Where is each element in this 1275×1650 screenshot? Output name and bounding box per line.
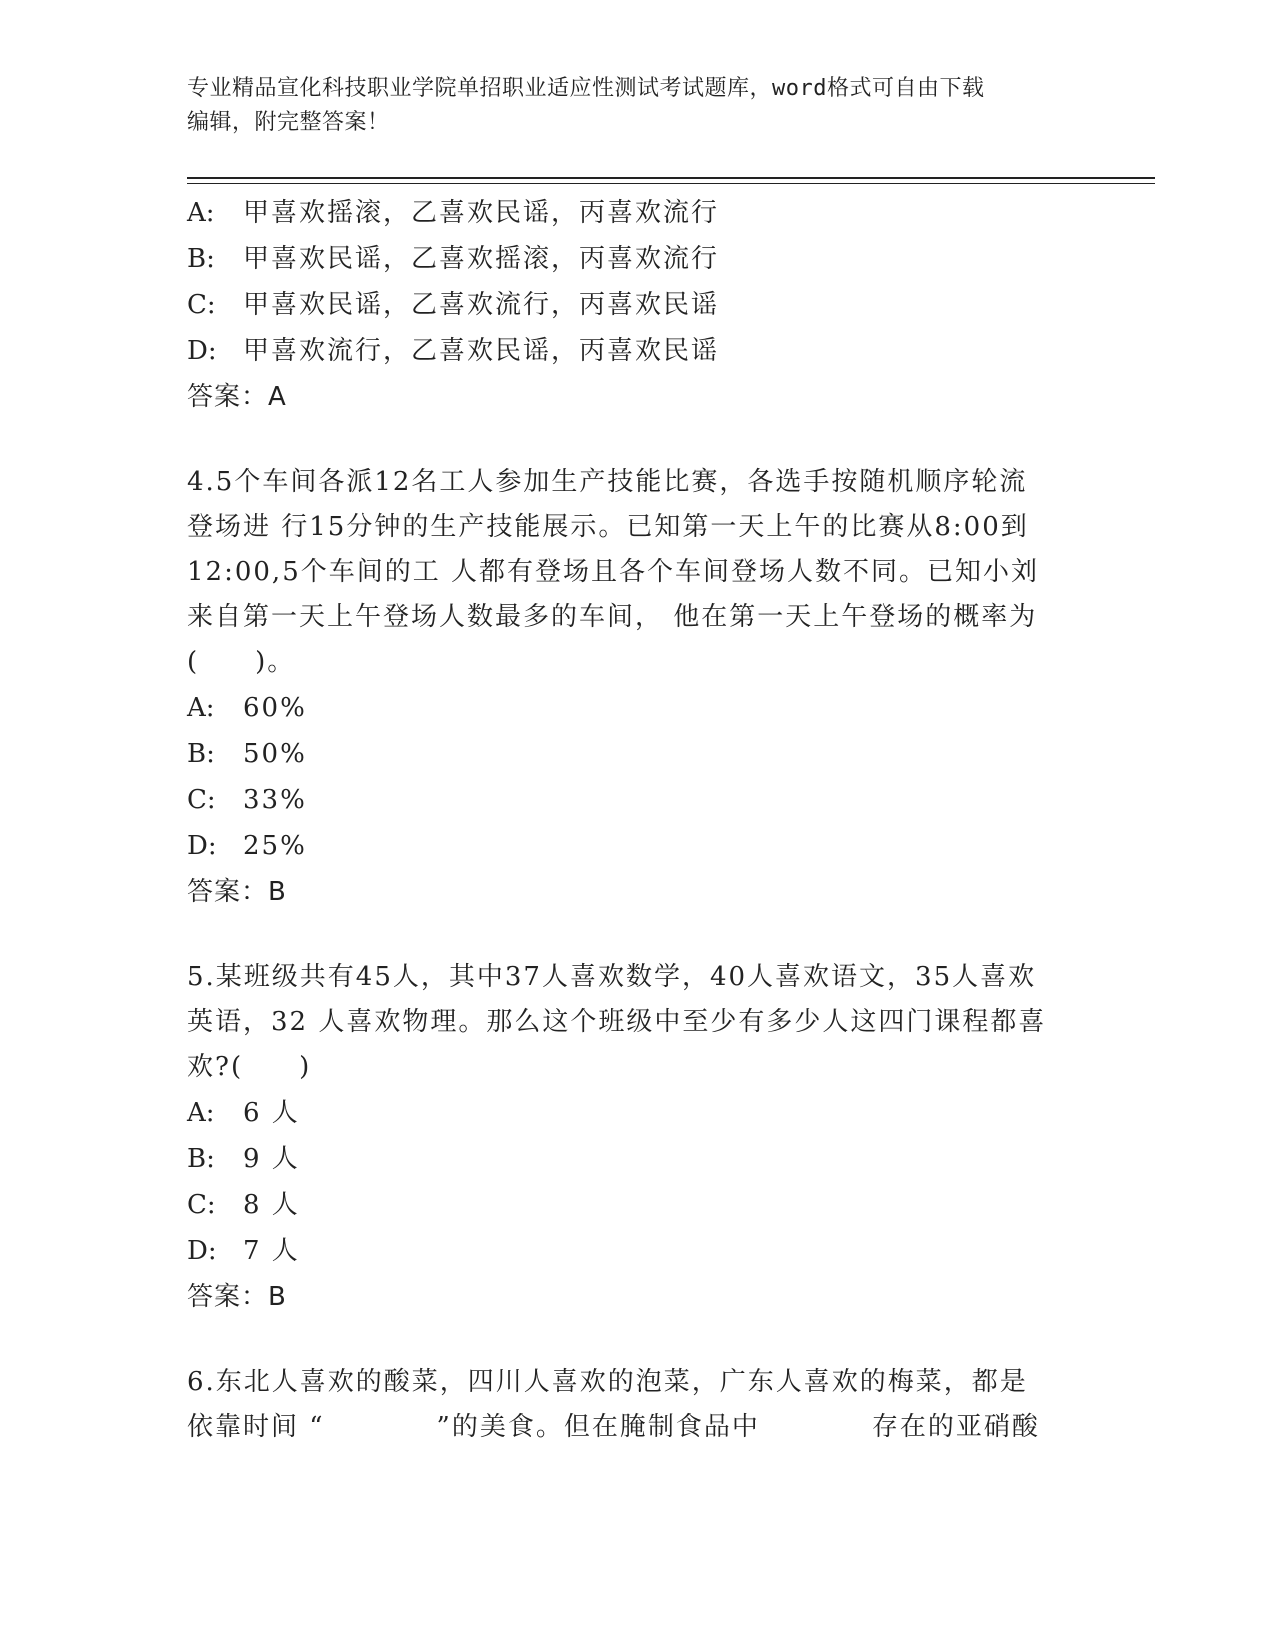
option-key: D: (187, 831, 217, 861)
option-text: 甲喜欢民谣，乙喜欢流行，丙喜欢民谣 (243, 290, 720, 320)
question-line: 来自第一天上午登场人数最多的车间， 他在第一天上午登场的概率为 (187, 602, 1038, 632)
option-text: 8 人 (243, 1190, 300, 1220)
option-text: 50% (243, 739, 307, 769)
option-text: 33% (243, 785, 307, 815)
option-a (187, 685, 1087, 731)
page-header (187, 72, 1077, 140)
option-a (187, 190, 1087, 236)
option-key: B: (187, 244, 215, 274)
question-line: 4.5个车间各派12名工人参加生产技能比赛，各选手按随机顺序轮流 (187, 467, 1028, 497)
question-line: 6.东北人喜欢的酸菜，四川人喜欢的泡菜，广东人喜欢的梅菜，都是 (187, 1367, 1028, 1397)
question-stem (187, 955, 1077, 1090)
question-line: 欢?( ) (187, 1052, 312, 1082)
answer-line: 答案：B (187, 1282, 287, 1312)
question-5 (187, 955, 1087, 1320)
question-line: 12:00,5个车间的工 人都有登场且各个车间登场人数不同。已知小刘 (187, 557, 1039, 587)
answer-line: 答案：B (187, 877, 287, 907)
option-text: 25% (243, 831, 307, 861)
option-c (187, 282, 1087, 328)
option-d (187, 1228, 1087, 1274)
option-c (187, 777, 1087, 823)
option-key: A: (187, 693, 215, 723)
option-text: 60% (243, 693, 307, 723)
option-key: D: (187, 336, 217, 366)
option-key: B: (187, 1144, 215, 1174)
option-text: 9 人 (243, 1144, 300, 1174)
question-line: 依靠时间 “ ”的美食。但在腌制食品中 存在的亚硝酸 (187, 1412, 1040, 1442)
option-key: C: (187, 290, 216, 320)
header-line-2: 编辑，附完整答案！ (187, 110, 390, 135)
option-c (187, 1182, 1087, 1228)
question-line: 5.某班级共有45人，其中37人喜欢数学，40人喜欢语文，35人喜欢 (187, 962, 1037, 992)
header-line-1: 专业精品宣化科技职业学院单招职业适应性测试考试题库，word格式可自由下载 (187, 76, 985, 101)
header-rule-thick (187, 177, 1155, 179)
question-stem (187, 460, 1077, 685)
option-a (187, 1090, 1087, 1136)
question-line: 英语，32 人喜欢物理。那么这个班级中至少有多少人这四门课程都喜 (187, 1007, 1047, 1037)
option-b (187, 731, 1087, 777)
question-4 (187, 460, 1087, 915)
option-d (187, 823, 1087, 869)
question-line: 登场进 行15分钟的生产技能展示。已知第一天上午的比赛从8:00到 (187, 512, 1029, 542)
option-text: 6 人 (243, 1098, 300, 1128)
option-key: D: (187, 1236, 217, 1266)
option-key: C: (187, 785, 216, 815)
option-key: A: (187, 1098, 215, 1128)
option-text: 甲喜欢摇滚，乙喜欢民谣，丙喜欢流行 (243, 198, 720, 228)
question-stem (187, 1360, 1077, 1450)
option-key: A: (187, 198, 215, 228)
option-text: 7 人 (243, 1236, 300, 1266)
question-content (187, 190, 1087, 1450)
option-key: C: (187, 1190, 216, 1220)
option-text: 甲喜欢流行，乙喜欢民谣，丙喜欢民谣 (243, 336, 720, 366)
question-6 (187, 1360, 1087, 1450)
question-3 (187, 190, 1087, 420)
option-key: B: (187, 739, 215, 769)
answer-line: 答案：A (187, 382, 287, 412)
option-d (187, 328, 1087, 374)
option-b (187, 236, 1087, 282)
option-b (187, 1136, 1087, 1182)
question-line: ( )。 (187, 647, 296, 677)
header-rule-thin (187, 183, 1155, 184)
option-text: 甲喜欢民谣，乙喜欢摇滚，丙喜欢流行 (243, 244, 720, 274)
